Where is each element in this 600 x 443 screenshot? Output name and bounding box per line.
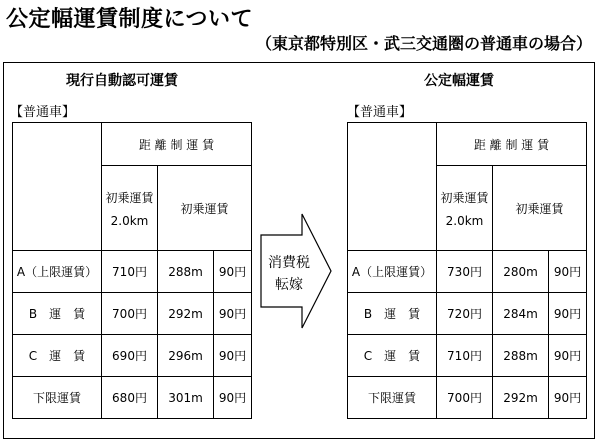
added-fare: 90円 [214,251,252,293]
left-table-heading: 現行自動認可運賃 [66,73,178,89]
added-fare: 90円 [549,293,587,335]
first-fare-header: 初乗運賃 [493,166,587,251]
added-fare: 90円 [214,335,252,377]
first-fare-2km-header [437,166,493,251]
base-fare: 720円 [437,293,493,335]
distance-fare-header: 距 離 制 運 賃 [437,123,587,166]
added-fare: 90円 [549,251,587,293]
arrow-label-line-2: 転嫁 [275,277,303,293]
corner-cell [13,123,102,251]
added-distance: 288m [493,335,549,377]
row-label: B 運 賃 [348,293,437,335]
right-vehicle-tag: 【普通車】 [347,105,413,120]
arrow-label-line-1: 消費税 [268,255,310,271]
added-distance: 292m [493,377,549,419]
base-fare: 690円 [102,335,158,377]
added-distance: 284m [493,293,549,335]
left-vehicle-tag: 【普通車】 [10,105,76,120]
right-table-heading: 公定幅運賃 [424,73,494,89]
row-label: C 運 賃 [348,335,437,377]
right-fare-table [347,122,587,419]
base-fare: 680円 [102,377,158,419]
first-fare-label: 初乗運賃 [105,190,154,205]
added-distance: 301m [158,377,214,419]
added-fare: 90円 [214,293,252,335]
base-fare: 730円 [437,251,493,293]
row-label: A（上限運賃） [13,251,102,293]
base-fare: 700円 [437,377,493,419]
added-distance: 296m [158,335,214,377]
added-fare: 90円 [214,377,252,419]
corner-cell [348,123,437,251]
added-fare: 90円 [549,377,587,419]
row-label: 下限運賃 [13,377,102,419]
first-distance-label: 2.0km [445,213,484,228]
first-fare-header: 初乗運賃 [158,166,252,251]
page-subtitle: （東京都特別区・武三交通圏の普通車の場合） [255,34,592,53]
row-label: C 運 賃 [13,335,102,377]
first-distance-label: 2.0km [110,213,149,228]
added-distance: 292m [158,293,214,335]
base-fare: 700円 [102,293,158,335]
left-fare-table [12,122,252,419]
row-label: A（上限運賃） [348,251,437,293]
page-title: 公定幅運賃制度について [6,7,254,32]
added-distance: 288m [158,251,214,293]
arrow-label [264,252,314,296]
distance-fare-header: 距 離 制 運 賃 [102,123,252,166]
base-fare: 710円 [102,251,158,293]
base-fare: 710円 [437,335,493,377]
row-label: 下限運賃 [348,377,437,419]
first-fare-label: 初乗運賃 [440,190,489,205]
added-fare: 90円 [549,335,587,377]
row-label: B 運 賃 [13,293,102,335]
first-fare-2km-header [102,166,158,251]
added-distance: 280m [493,251,549,293]
